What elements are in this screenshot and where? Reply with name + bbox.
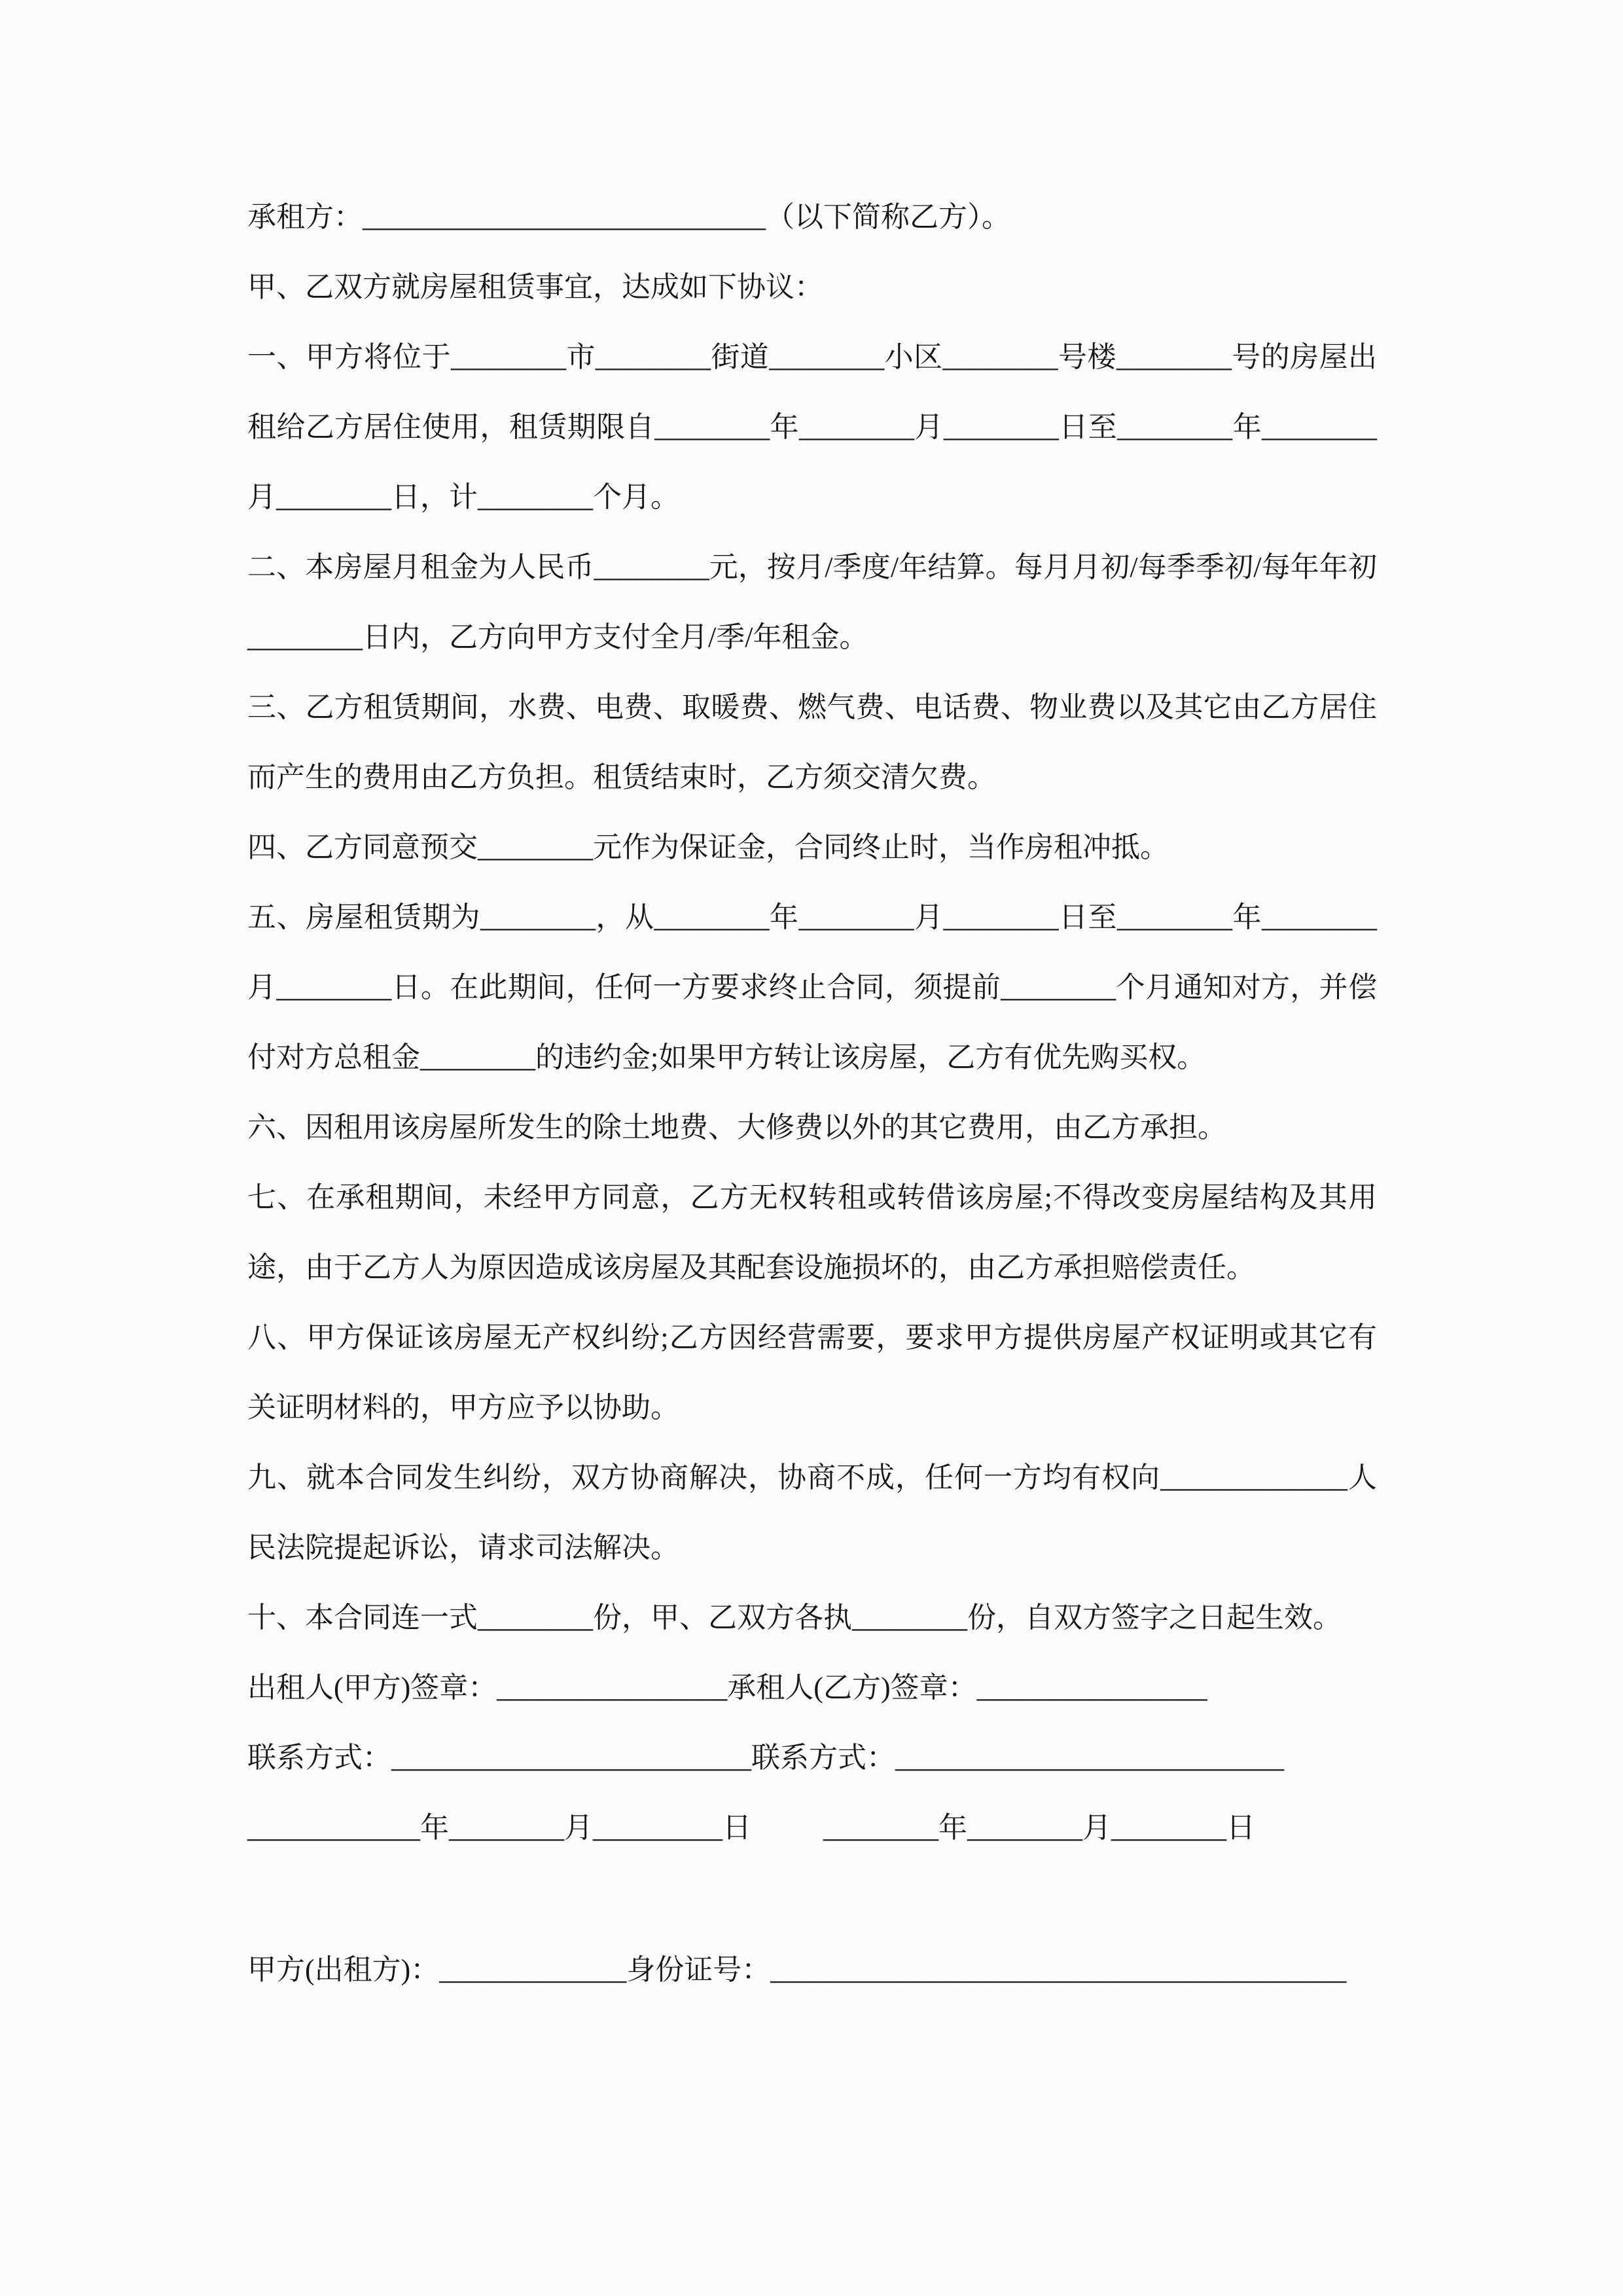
date-line: ____________年________月_________日 ________年________月________日 [247,1812,1255,1844]
signature-line: 出租人(甲方)签章：________________承租人(乙方)签章：________________ [247,1672,1207,1704]
clause-2-rent: 二、本房屋月租金为人民币________元，按月/季度/年结算。每月月初/每季季初/每年年初________日内，乙方向甲方支付全月/季/年租金。 [247,551,1377,653]
clause-4-deposit: 四、乙方同意预交________元作为保证金，合同终止时，当作房租冲抵。 [247,831,1169,863]
clause-1-location-term: 一、甲方将位于________市________街道________小区________号楼________号的房屋出租给乙方居住使用，租赁期限自________年________月________日至________年________月________日，计________个月。 [247,341,1377,513]
clause-6-other-fees: 六、因租用该房屋所发生的除土地费、大修费以外的其它费用，由乙方承担。 [247,1111,1226,1143]
clause-5-lease-term: 五、房屋租赁期为________，从________年________月________日至________年________月________日。在此期间，任何一方要求终止合同，须提前________个月通知对方，并偿付对方总租金________的违约金;如果甲方转让该房屋，乙方有优先购买权。 [247,901,1377,1073]
clause-9-dispute: 九、就本合同发生纠纷，双方协商解决，协商不成，任何一方均有权向_____________人民法院提起诉讼，请求司法解决。 [247,1462,1377,1564]
clause-10-copies: 十、本合同连一式________份，甲、乙双方各执________份，自双方签字之日起生效。 [247,1602,1342,1634]
footer-identity-line: 甲方(出租方)：_____________身份证号：________________________________________ [247,1954,1347,1986]
clause-8-ownership: 八、甲方保证该房屋无产权纠纷;乙方因经营需要，要求甲方提供房屋产权证明或其它有关证明材料的，甲方应予以协助。 [247,1321,1377,1424]
contact-line: 联系方式：_________________________联系方式：___________________________ [247,1742,1284,1774]
clause-3-utilities: 三、乙方租赁期间，水费、电费、取暖费、燃气费、电话费、物业费以及其它由乙方居住而产生的费用由乙方负担。租赁结束时，乙方须交清欠费。 [247,691,1377,793]
preamble-line: 甲、乙双方就房屋租赁事宜，达成如下协议： [247,271,823,303]
lessee-line: 承租方：____________________________（以下简称乙方）。 [247,201,1010,233]
clause-7-sublease: 七、在承租期间，未经甲方同意，乙方无权转租或转借该房屋;不得改变房屋结构及其用途，由于乙方人为原因造成该房屋及其配套设施损坏的，由乙方承担赔偿责任。 [247,1181,1377,1283]
